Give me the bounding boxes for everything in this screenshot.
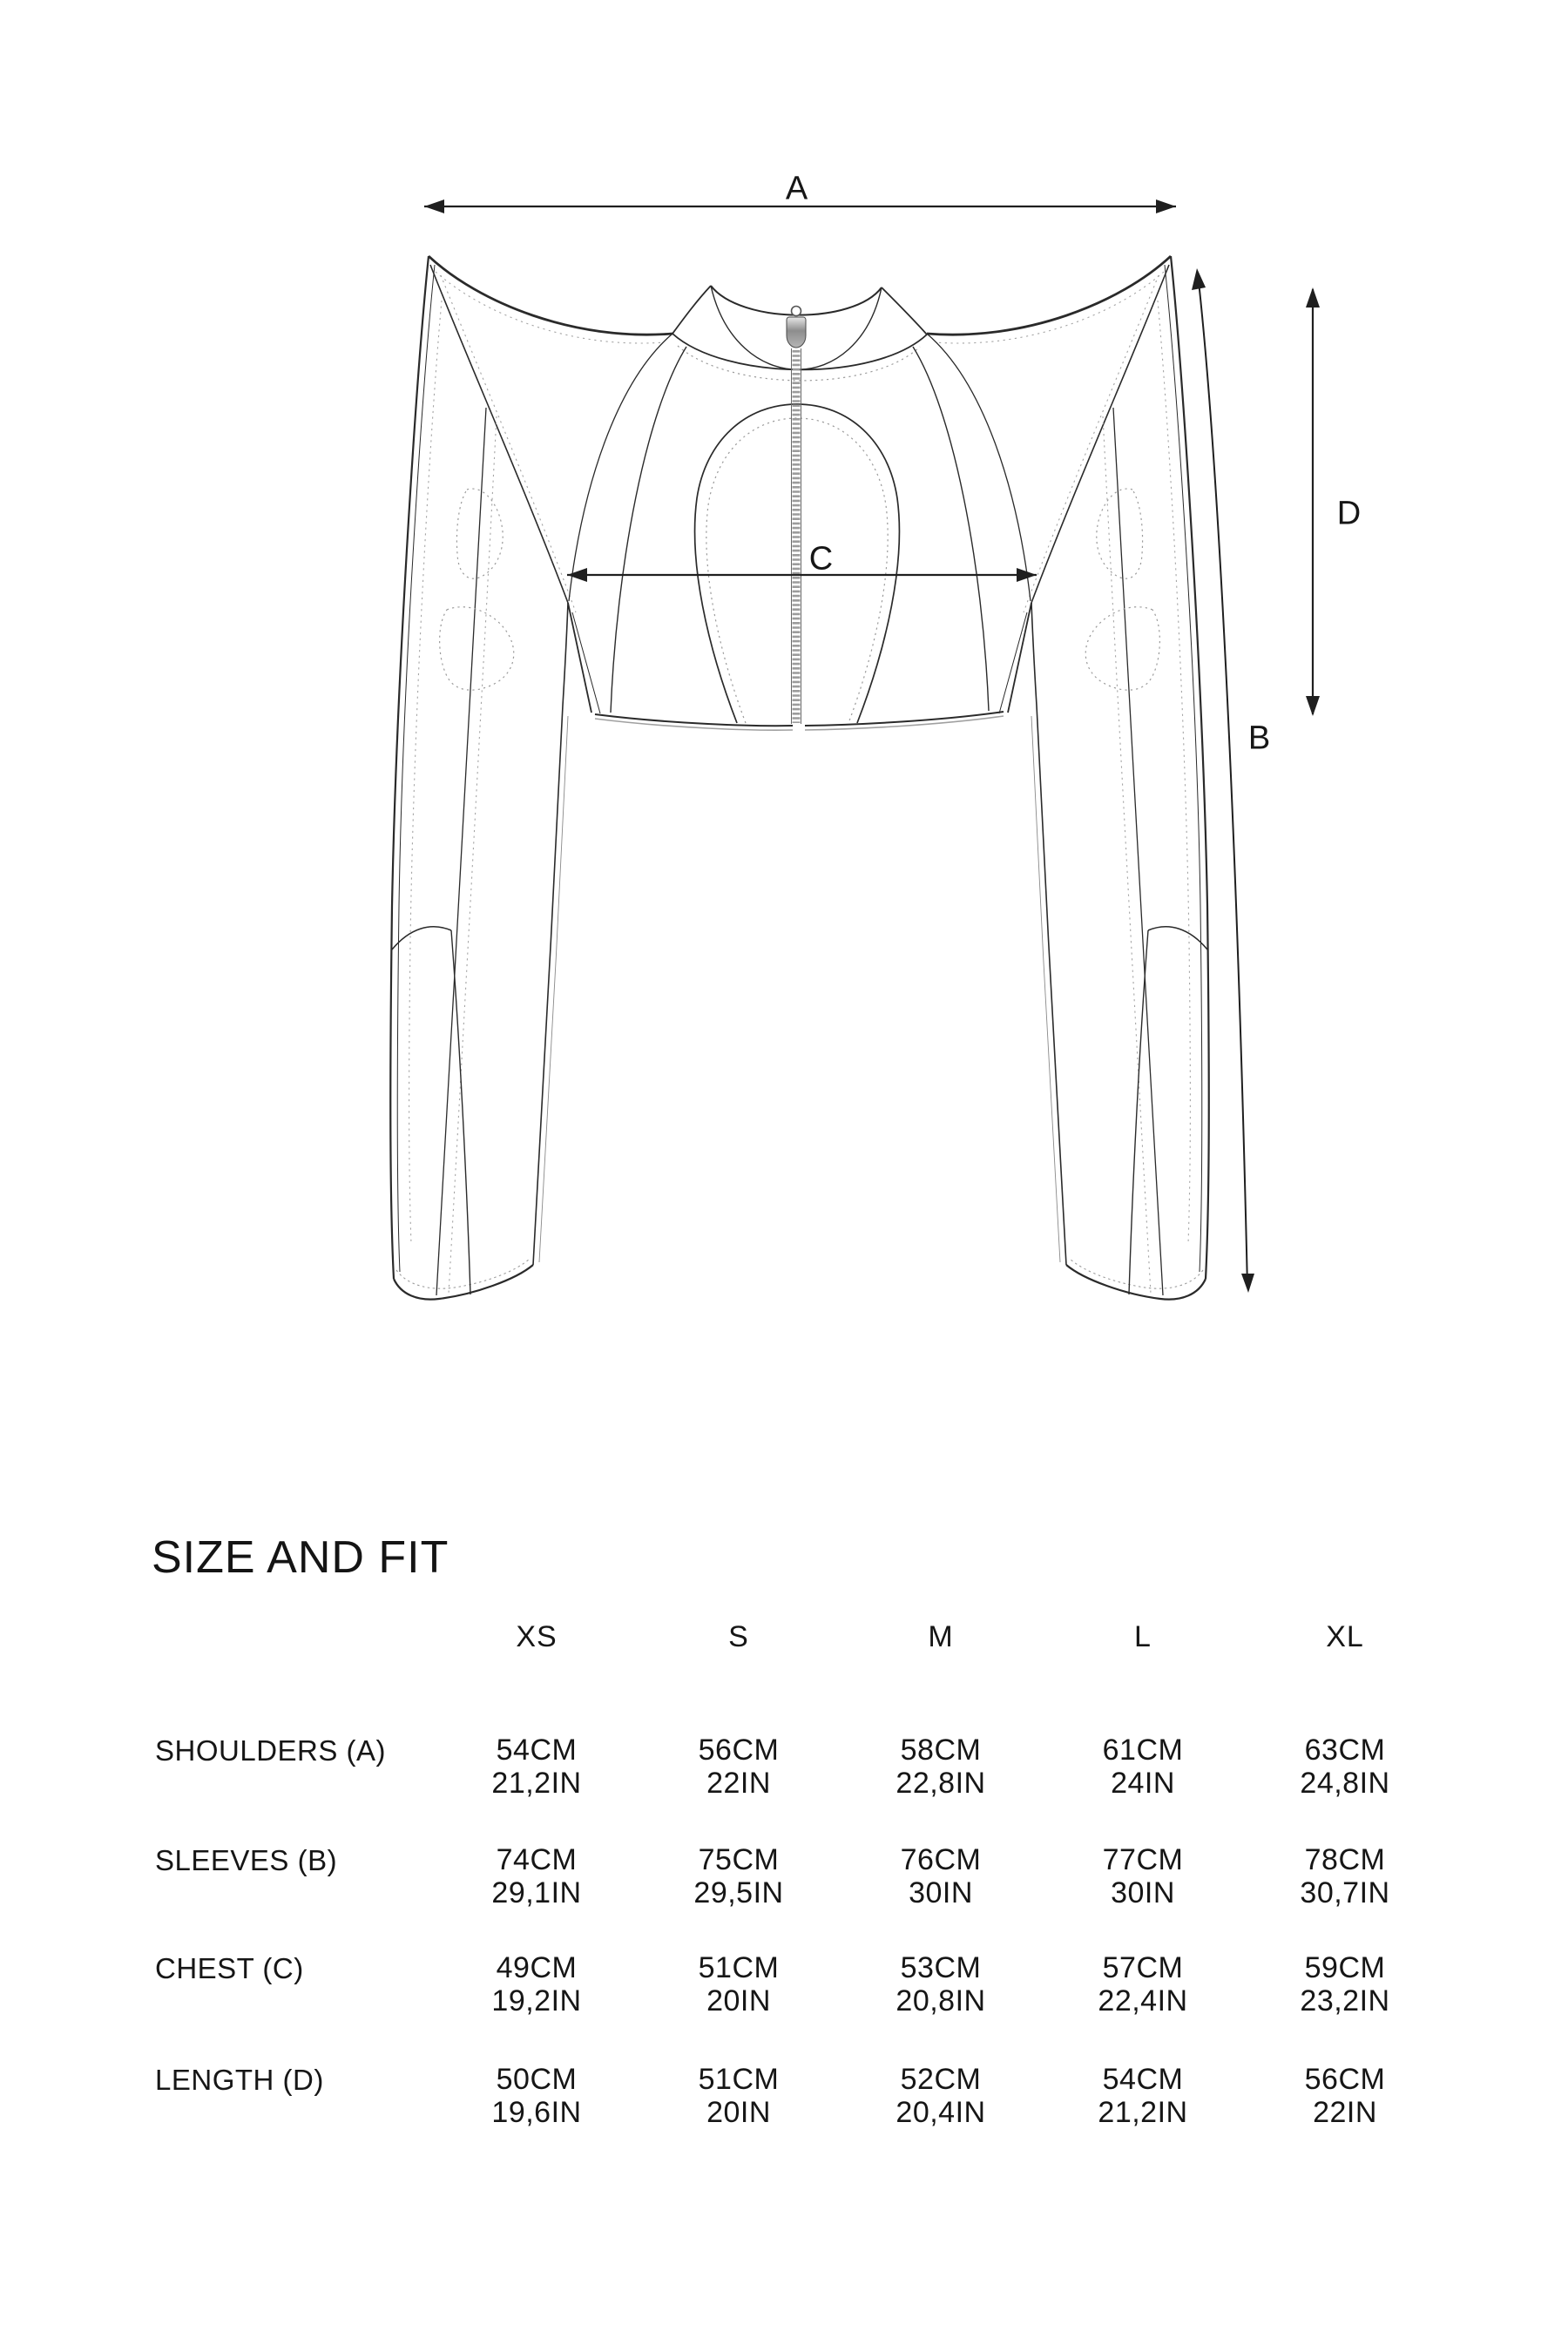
size-value-cm: 61CM: [1102, 1734, 1184, 1767]
measure-arrows: [424, 199, 1320, 1293]
size-value-cm: 75CM: [698, 1843, 780, 1876]
table-row-shoulders: [105, 1734, 1446, 1800]
size-value-in: 22IN: [706, 1767, 771, 1800]
size-cell: [1244, 2063, 1446, 2129]
size-column-header-l: L: [1134, 1620, 1152, 1653]
size-value-cm: 59CM: [1304, 1951, 1386, 1984]
size-cell: [1042, 1843, 1244, 1909]
size-value-in: 24IN: [1111, 1767, 1175, 1800]
size-value-in: 29,5IN: [693, 1876, 784, 1909]
size-column-header-m: M: [928, 1620, 954, 1653]
table-row-length: [105, 2063, 1446, 2129]
size-value-cm: 52CM: [900, 2063, 982, 2096]
measure-label-a: A: [785, 170, 809, 207]
size-value-in: 30IN: [1111, 1876, 1175, 1909]
size-value-cm: 51CM: [698, 2063, 780, 2096]
size-row-label: LENGTH (D): [155, 2064, 324, 2096]
measure-arrow-b: [1192, 268, 1254, 1293]
size-value-in: 20,8IN: [896, 1984, 986, 2017]
size-column-header-row: [105, 1620, 1446, 1654]
measure-label-b: B: [1247, 720, 1272, 757]
size-value-cm: 53CM: [900, 1951, 982, 1984]
size-value-in: 29,1IN: [491, 1876, 582, 1909]
size-value-in: 19,6IN: [491, 2096, 582, 2129]
size-value-cm: 77CM: [1102, 1843, 1184, 1876]
size-value-in: 22,8IN: [896, 1767, 986, 1800]
size-value-in: 24,8IN: [1300, 1767, 1390, 1800]
measure-arrow-c: [567, 568, 1037, 582]
size-value-in: 30IN: [909, 1876, 973, 1909]
size-value-cm: 58CM: [900, 1734, 982, 1767]
size-value-in: 22IN: [1313, 2096, 1377, 2129]
measure-label-d: D: [1336, 495, 1362, 532]
size-value-cm: 51CM: [698, 1951, 780, 1984]
size-row-label: CHEST (C): [155, 1952, 304, 1984]
size-cell: [1244, 1734, 1446, 1800]
size-value-in: 22,4IN: [1098, 1984, 1188, 2017]
size-cell: [1244, 1951, 1446, 2017]
size-cell: [436, 2063, 638, 2129]
size-cell: [638, 2063, 840, 2129]
size-cell: [1042, 1951, 1244, 2017]
size-row-label: SLEEVES (B): [155, 1844, 338, 1876]
size-cell: [840, 1843, 1042, 1909]
size-cell: [840, 2063, 1042, 2129]
size-cell: [1244, 1843, 1446, 1909]
size-cell: [436, 1951, 638, 2017]
size-value-cm: 54CM: [1102, 2063, 1184, 2096]
size-value-in: 19,2IN: [491, 1984, 582, 2017]
size-value-cm: 56CM: [698, 1734, 780, 1767]
size-cell: [1042, 2063, 1244, 2129]
size-value-in: 20IN: [706, 1984, 771, 2017]
size-column-header-s: S: [728, 1620, 749, 1653]
size-cell: [840, 1951, 1042, 2017]
size-value-in: 21,2IN: [1098, 2096, 1188, 2129]
measure-label-c: C: [808, 540, 835, 578]
size-value-in: 21,2IN: [491, 1767, 582, 1800]
size-cell: [436, 1843, 638, 1909]
size-cell: [638, 1734, 840, 1800]
table-row-chest: [105, 1951, 1446, 2017]
size-value-in: 20,4IN: [896, 2096, 986, 2129]
table-row-sleeves: [105, 1843, 1446, 1909]
size-cell: [638, 1951, 840, 2017]
size-value-cm: 63CM: [1304, 1734, 1386, 1767]
size-value-cm: 56CM: [1304, 2063, 1386, 2096]
zipper-slider: [787, 317, 806, 348]
size-value-cm: 49CM: [496, 1951, 578, 1984]
left-sleeve-drawing: [390, 256, 672, 1300]
size-fit-title: SIZE AND FIT: [152, 1532, 449, 1583]
size-value-in: 30,7IN: [1300, 1876, 1390, 1909]
size-value-in: 23,2IN: [1300, 1984, 1390, 2017]
size-cell: [638, 1843, 840, 1909]
size-value-cm: 54CM: [496, 1734, 578, 1767]
size-row-label: SHOULDERS (A): [155, 1734, 387, 1767]
size-value-cm: 74CM: [496, 1843, 578, 1876]
size-column-header-xs: XS: [516, 1620, 558, 1653]
size-value-in: 20IN: [706, 2096, 771, 2129]
size-cell: [1042, 1734, 1244, 1800]
size-value-cm: 50CM: [496, 2063, 578, 2096]
size-value-cm: 76CM: [900, 1843, 982, 1876]
right-sleeve-drawing: [927, 256, 1209, 1300]
size-column-header-xl: XL: [1326, 1620, 1364, 1653]
size-cell: [840, 1734, 1042, 1800]
size-value-cm: 78CM: [1304, 1843, 1386, 1876]
size-cell: [436, 1734, 638, 1800]
zipper-pull-ring: [792, 307, 801, 316]
measure-arrow-d: [1306, 287, 1320, 716]
size-value-cm: 57CM: [1102, 1951, 1184, 1984]
